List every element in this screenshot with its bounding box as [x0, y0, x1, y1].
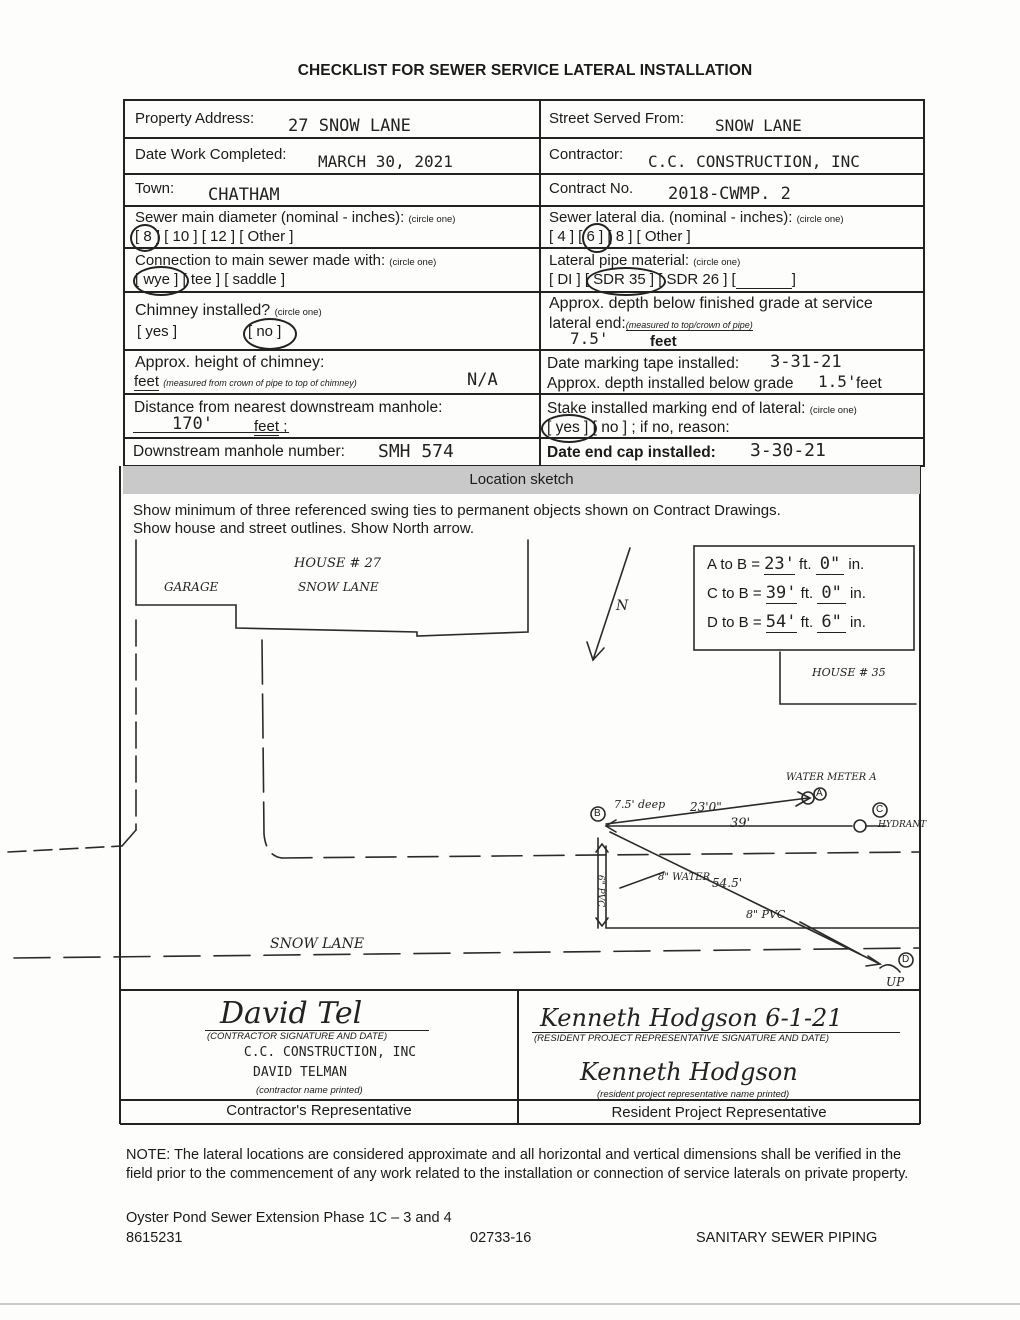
- spec-number: 02733-16: [470, 1230, 532, 1246]
- house-27-label: HOUSE # 27: [294, 556, 382, 571]
- section-title: SANITARY SEWER PIPING: [696, 1230, 878, 1246]
- contract-no-label: Contract No.: [549, 180, 634, 197]
- tie-row-2: C to B = 39' ft. 0" in.: [707, 583, 866, 603]
- resident-signature: Kenneth Hodgson 6-1-21: [540, 1004, 843, 1032]
- chimney-no-option: [ no ]: [248, 323, 282, 340]
- lateral-dia-options: [ 4 ] [ 6 ] [ 8 ] [ Other ]: [549, 228, 691, 245]
- b-depth-label: 7.5' deep: [614, 798, 666, 811]
- contractor-rep-label: Contractor's Representative: [226, 1102, 412, 1119]
- tape-depth-label: Approx. depth installed below grade: [547, 375, 794, 392]
- tape-date-value: 3-31-21: [770, 352, 842, 372]
- dim-39: 39': [730, 816, 751, 831]
- date-work-label: Date Work Completed:: [135, 146, 287, 163]
- connection-options: [ wye ] [ tee ] [ saddle ]: [135, 271, 286, 288]
- tie-row-3: D to B = 54' ft. 6" in.: [707, 612, 866, 632]
- stake-label: Stake installed marking end of lateral: (circle one): [547, 400, 857, 417]
- project-name: Oyster Pond Sewer Extension Phase 1C – 3 and 4: [126, 1210, 452, 1226]
- dim-23: 23'0": [690, 800, 722, 814]
- footer-note: NOTE: The lateral locations are considered approximate and all horizontal and vertical dimensions shall be verified in the field prior to the commencement of any work related to the installation or connection of service laterals on private property.: [126, 1147, 909, 1182]
- stake-options: [ yes ] [ no ] ; if no, reason:: [547, 419, 836, 438]
- property-address-label: Property Address:: [135, 110, 255, 127]
- utility-pole-label: UP: [886, 975, 905, 989]
- tie-row-1: A to B = 23' ft. 0" in.: [707, 554, 865, 574]
- pvc-6-label: 6" PVC: [595, 874, 606, 908]
- point-a: A: [816, 788, 823, 799]
- water-8-label: 8" WATER: [658, 872, 711, 883]
- resident-sig-caption: (RESIDENT PROJECT REPRESENTATIVE SIGNATURE AND DATE): [534, 1033, 830, 1044]
- depth-value: 7.5': [570, 329, 609, 348]
- sketch-instructions-2: Show house and street outlines. Show North arrow.: [133, 520, 475, 537]
- contractor-sig-caption: (CONTRACTOR SIGNATURE AND DATE): [207, 1031, 388, 1042]
- sketch-instructions-1: Show minimum of three referenced swing ties to permanent objects shown on Contract Drawings.: [133, 502, 781, 519]
- depth-label-2: lateral end:(measured to top/crown of pipe): [549, 315, 753, 332]
- resident-name-caption: (resident project representative name printed): [597, 1089, 790, 1100]
- point-b: B: [594, 808, 601, 819]
- manhole-label: Downstream manhole number:: [133, 443, 345, 460]
- end-cap-label: Date end cap installed:: [547, 444, 716, 461]
- north-label: N: [616, 598, 629, 614]
- end-cap-value: 3-30-21: [750, 440, 826, 461]
- pvc-8-label: 8" PVC: [746, 908, 786, 921]
- form-title: CHECKLIST FOR SEWER SERVICE LATERAL INSTALLATION: [297, 62, 753, 79]
- town-value: CHATHAM: [208, 185, 280, 205]
- job-number: 8615231: [126, 1230, 183, 1246]
- connection-label: Connection to main sewer made with: (circle one): [135, 252, 437, 269]
- distance-label: Distance from nearest downstream manhole:: [134, 399, 443, 416]
- water-meter-label: WATER METER A: [786, 772, 877, 783]
- chimney-height-value: N/A: [467, 370, 498, 390]
- point-c: C: [876, 804, 884, 815]
- sewer-main-options: [ 8 ] [ 10 ] [ 12 ] [ Other ]: [135, 228, 294, 245]
- sewer-main-label: Sewer main diameter (nominal - inches): (circle one): [135, 209, 456, 226]
- manhole-value: SMH 574: [378, 441, 454, 462]
- hydrant-label: HYDRANT: [878, 820, 927, 830]
- resident-rep-label: Resident Project Representative: [611, 1104, 827, 1121]
- chimney-height-feet: feet (measured from crown of pipe to top of chimney): [134, 373, 357, 390]
- dim-54-5: 54.5': [712, 876, 743, 890]
- chimney-height-label: Approx. height of chimney:: [135, 354, 325, 371]
- chimney-label: Chimney installed? (circle one): [135, 302, 322, 319]
- property-address-value: 27 SNOW LANE: [288, 116, 411, 136]
- depth-label: Approx. depth below finished grade at service: [549, 295, 873, 312]
- contractor-signature: David Tel: [220, 996, 363, 1031]
- tape-date-label: Date marking tape installed:: [547, 355, 740, 372]
- contractor-name-caption: (contractor name printed): [256, 1085, 363, 1096]
- town-label: Town:: [135, 180, 175, 197]
- contractor-label: Contractor:: [549, 146, 624, 163]
- distance-feet: feet ;: [254, 418, 288, 435]
- location-sketch-header: Location sketch: [123, 466, 920, 494]
- date-work-value: MARCH 30, 2021: [318, 152, 453, 171]
- garage-label: GARAGE: [164, 580, 219, 594]
- resident-name-printed: Kenneth Hodgson: [580, 1058, 798, 1086]
- street-served-label: Street Served From:: [549, 110, 685, 127]
- contractor-name-1: C.C. CONSTRUCTION, INC: [243, 1045, 417, 1060]
- house-27-street: SNOW LANE: [298, 580, 379, 594]
- chimney-yes-option: [ yes ]: [137, 323, 178, 340]
- point-d: D: [902, 954, 910, 965]
- depth-feet: feet: [650, 333, 677, 350]
- tape-depth-value: 1.5': [818, 372, 857, 391]
- pipe-material-options: [ DI ] [ SDR 35 ] [ SDR 26 ] [ ]: [549, 271, 796, 288]
- contractor-name-2: DAVID TELMAN: [253, 1065, 347, 1080]
- distance-value: 170': [172, 414, 213, 434]
- contractor-value: C.C. CONSTRUCTION, INC: [648, 152, 860, 171]
- pipe-material-label: Lateral pipe material: (circle one): [549, 252, 741, 269]
- street-label: SNOW LANE: [270, 936, 365, 952]
- street-served-value: SNOW LANE: [715, 116, 802, 135]
- house-35-label: HOUSE # 35: [812, 666, 886, 679]
- tape-depth-feet: feet: [856, 375, 882, 392]
- lateral-dia-label: Sewer lateral dia. (nominal - inches): (circle one): [549, 209, 844, 226]
- contract-no-value: 2018-CWMP. 2: [668, 184, 791, 204]
